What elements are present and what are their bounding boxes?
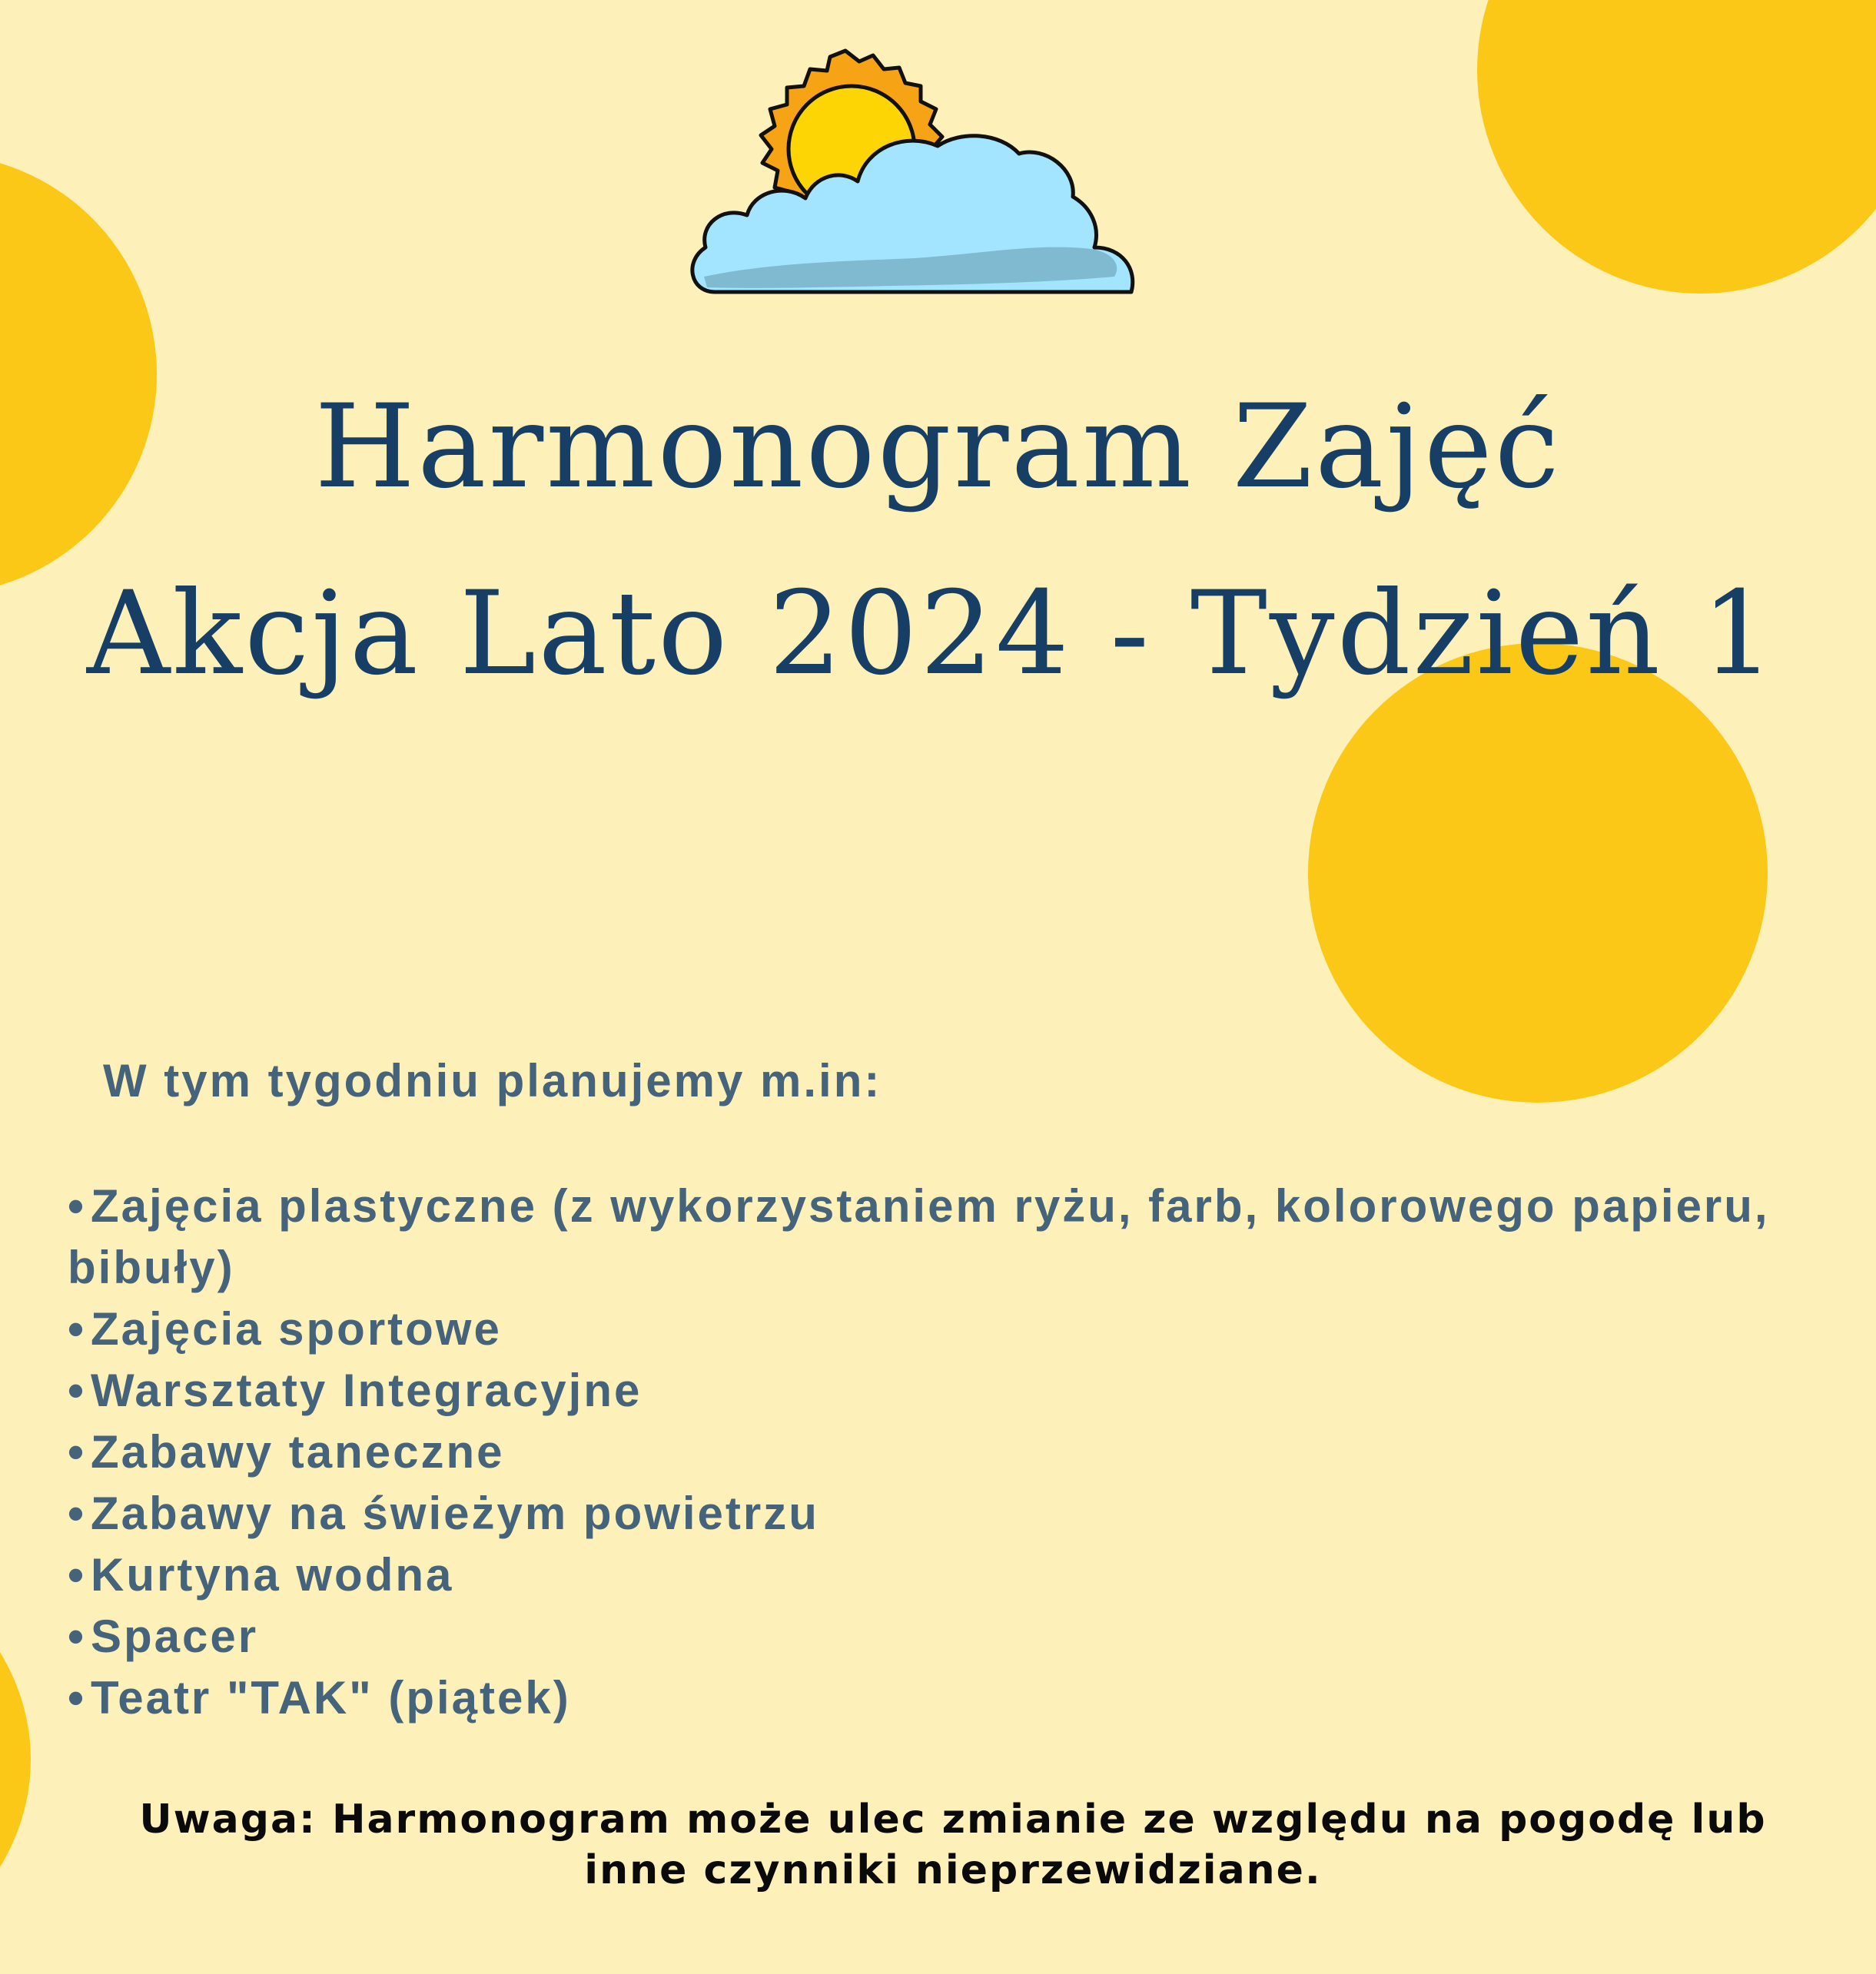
activity-label: Zajęcia sportowe <box>91 1303 502 1355</box>
title-line-2: Akcja Lato 2024 - Tydzień 1 <box>86 567 1778 701</box>
bullet-icon: • <box>68 1180 87 1232</box>
list-item <box>68 1544 1820 1606</box>
list-item <box>68 1667 1820 1729</box>
list-item <box>68 1483 1820 1544</box>
activity-label: Zabawy na świeżym powietrzu <box>91 1488 819 1539</box>
bullet-icon: • <box>68 1549 87 1601</box>
list-item <box>68 1299 1820 1360</box>
activity-list <box>68 1176 1820 1729</box>
title-line-1: Harmonogram Zajęć <box>314 380 1562 514</box>
bullet-icon: • <box>68 1488 87 1539</box>
bullet-icon: • <box>68 1426 87 1478</box>
activity-label: Warsztaty Integracyjne <box>91 1365 642 1416</box>
bullet-icon: • <box>68 1365 87 1416</box>
bullet-icon: • <box>68 1303 87 1355</box>
list-item <box>68 1360 1820 1422</box>
decorative-circle-right-top <box>1477 0 1876 294</box>
intro-text: W tym tygodniu planujemy m.in: <box>103 1055 882 1106</box>
warning-note <box>61 1794 1844 1896</box>
bullet-icon: • <box>68 1672 87 1724</box>
list-item <box>68 1176 1820 1299</box>
decorative-circle-left-bottom <box>0 1544 31 1974</box>
activity-label: Zabawy taneczne <box>91 1426 505 1478</box>
decorative-circle-right-middle <box>1308 643 1768 1103</box>
activity-label: Spacer <box>91 1611 259 1662</box>
sun-behind-cloud-icon <box>676 46 1153 300</box>
activity-label: Kurtyna wodna <box>91 1549 454 1601</box>
warning-note-line-1: Uwaga: Harmonogram może ulec zmianie ze względu na pogodę lub <box>139 1797 1767 1843</box>
decorative-circle-left-top <box>0 154 157 595</box>
list-item <box>68 1422 1820 1483</box>
bullet-icon: • <box>68 1611 87 1662</box>
activity-label: Zajęcia plastyczne (z wykorzystaniem ryżu, farb, kolorowego papieru, bibuły) <box>68 1180 1770 1293</box>
warning-note-line-2: inne czynniki nieprzewidziane. <box>584 1847 1322 1893</box>
list-item <box>68 1606 1820 1667</box>
activity-label: Teatr "TAK" (piątek) <box>91 1672 571 1724</box>
